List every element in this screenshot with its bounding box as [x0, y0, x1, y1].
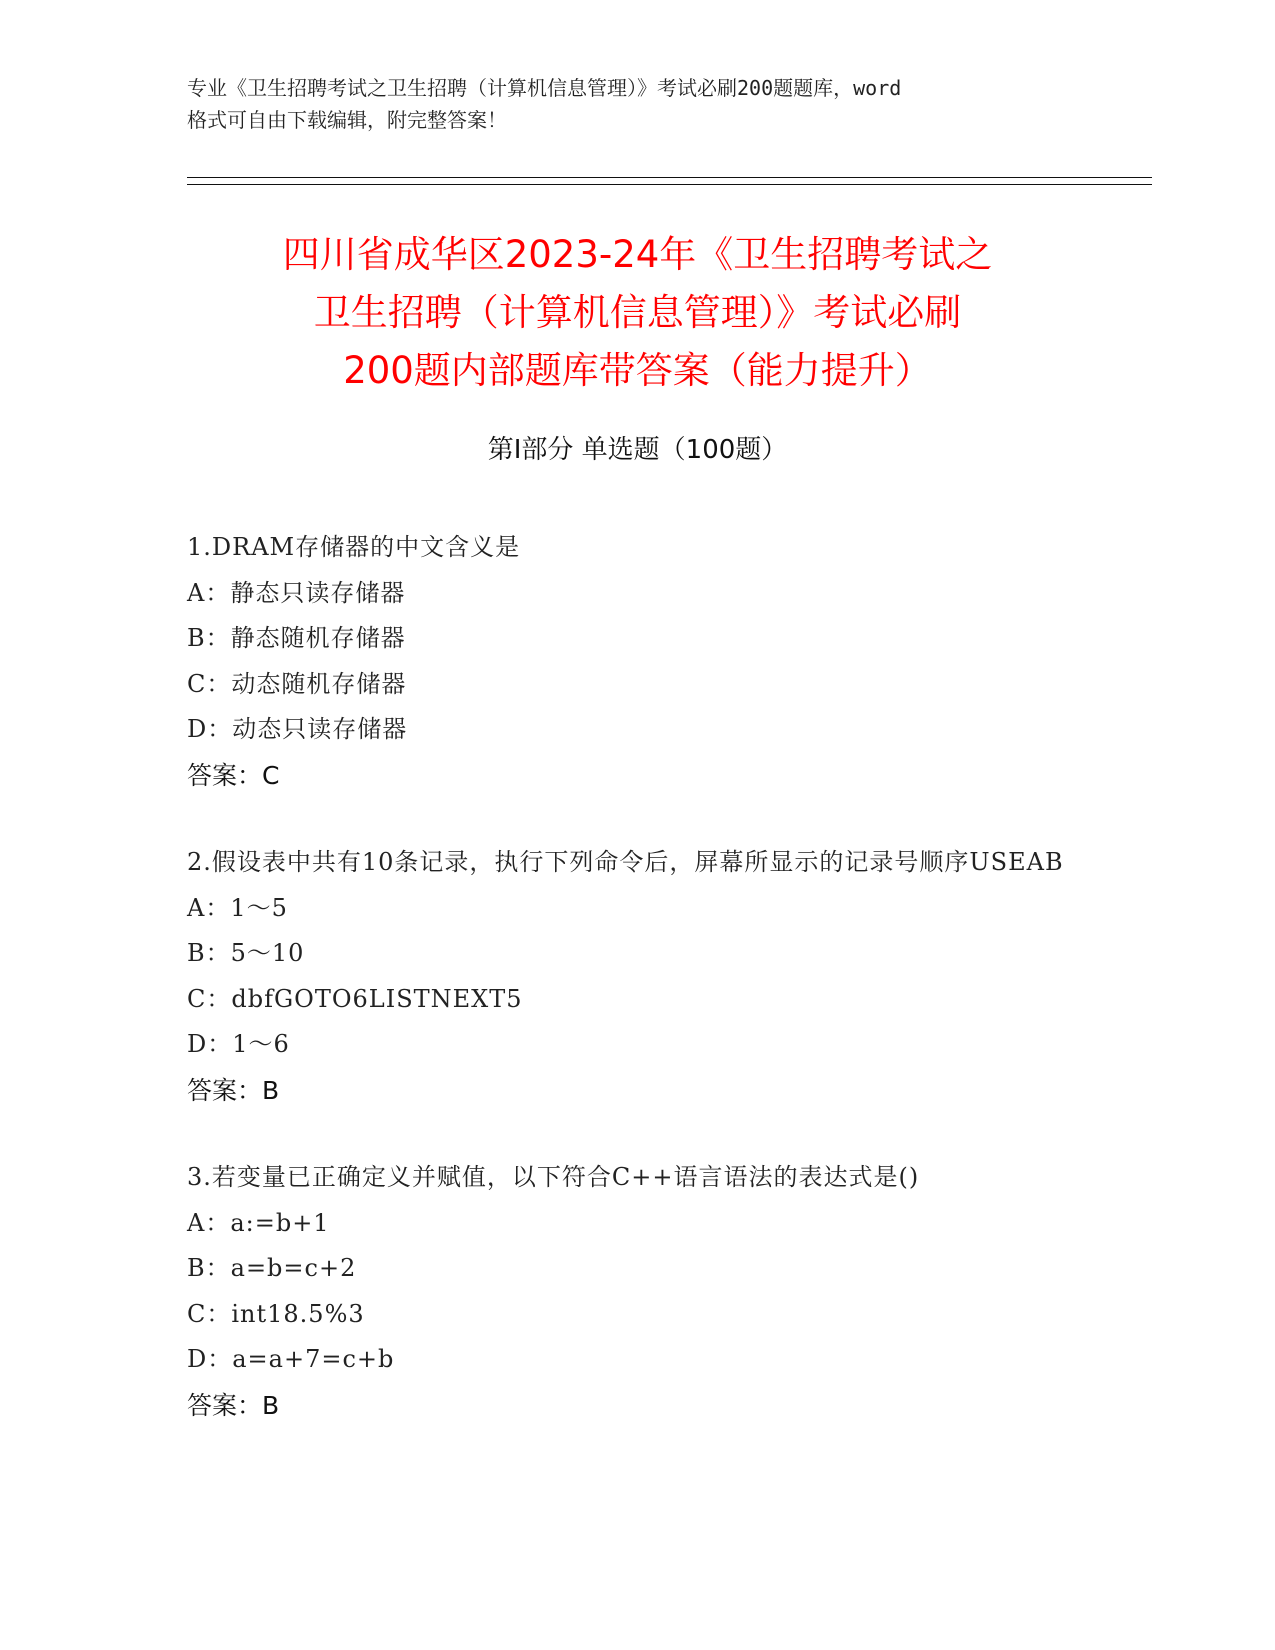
- section-title: 第Ⅰ部分 单选题（100题）: [487, 435, 788, 465]
- option-a: A：a:=b+1: [187, 1208, 330, 1237]
- header-note: [187, 72, 1087, 136]
- question-stem: 1.DRAM存储器的中文含义是: [187, 533, 521, 561]
- document-title-line-1: 四川省成华区2023-24年《卫生招聘考试之: [282, 233, 993, 276]
- header-divider-bottom: [187, 184, 1152, 185]
- question-2: [187, 840, 1087, 1113]
- question-stem: 3.若变量已正确定义并赋值，以下符合C++语言语法的表达式是(): [187, 1163, 920, 1191]
- option-c: C：int18.5%3: [187, 1299, 365, 1328]
- option-d: D：动态只读存储器: [187, 715, 408, 743]
- question-stem: 2.假设表中共有10条记录，执行下列命令后，屏幕所显示的记录号顺序USEAB: [187, 848, 1064, 876]
- document-title: [160, 226, 1115, 400]
- option-c: C：dbfGOTO6LISTNEXT5: [187, 984, 523, 1013]
- answer: 答案：B: [187, 1390, 280, 1420]
- option-b: B：5～10: [187, 939, 305, 967]
- header-note-line-1: 专业《卫生招聘考试之卫生招聘（计算机信息管理）》考试必刷200题题库，word: [187, 76, 902, 100]
- option-d: D：a=a+7=c+b: [187, 1345, 395, 1373]
- option-b: B：静态随机存储器: [187, 624, 406, 652]
- question-1: [187, 525, 1087, 798]
- option-d: D：1～6: [187, 1030, 290, 1058]
- document-title-line-2: 卫生招聘（计算机信息管理）》考试必刷: [313, 291, 962, 334]
- question-list: [187, 525, 1087, 1470]
- document-title-line-3: 200题内部题库带答案（能力提升）: [343, 349, 932, 392]
- answer: 答案：C: [187, 760, 280, 790]
- option-b: B：a=b=c+2: [187, 1254, 357, 1282]
- option-a: A：1～5: [187, 893, 288, 922]
- option-a: A：静态只读存储器: [187, 578, 406, 607]
- header-note-line-2: 格式可自由下载编辑，附完整答案！: [187, 108, 507, 132]
- header-divider-top: [187, 177, 1152, 178]
- question-3: [187, 1155, 1087, 1428]
- answer: 答案：B: [187, 1075, 280, 1105]
- option-c: C：动态随机存储器: [187, 669, 407, 698]
